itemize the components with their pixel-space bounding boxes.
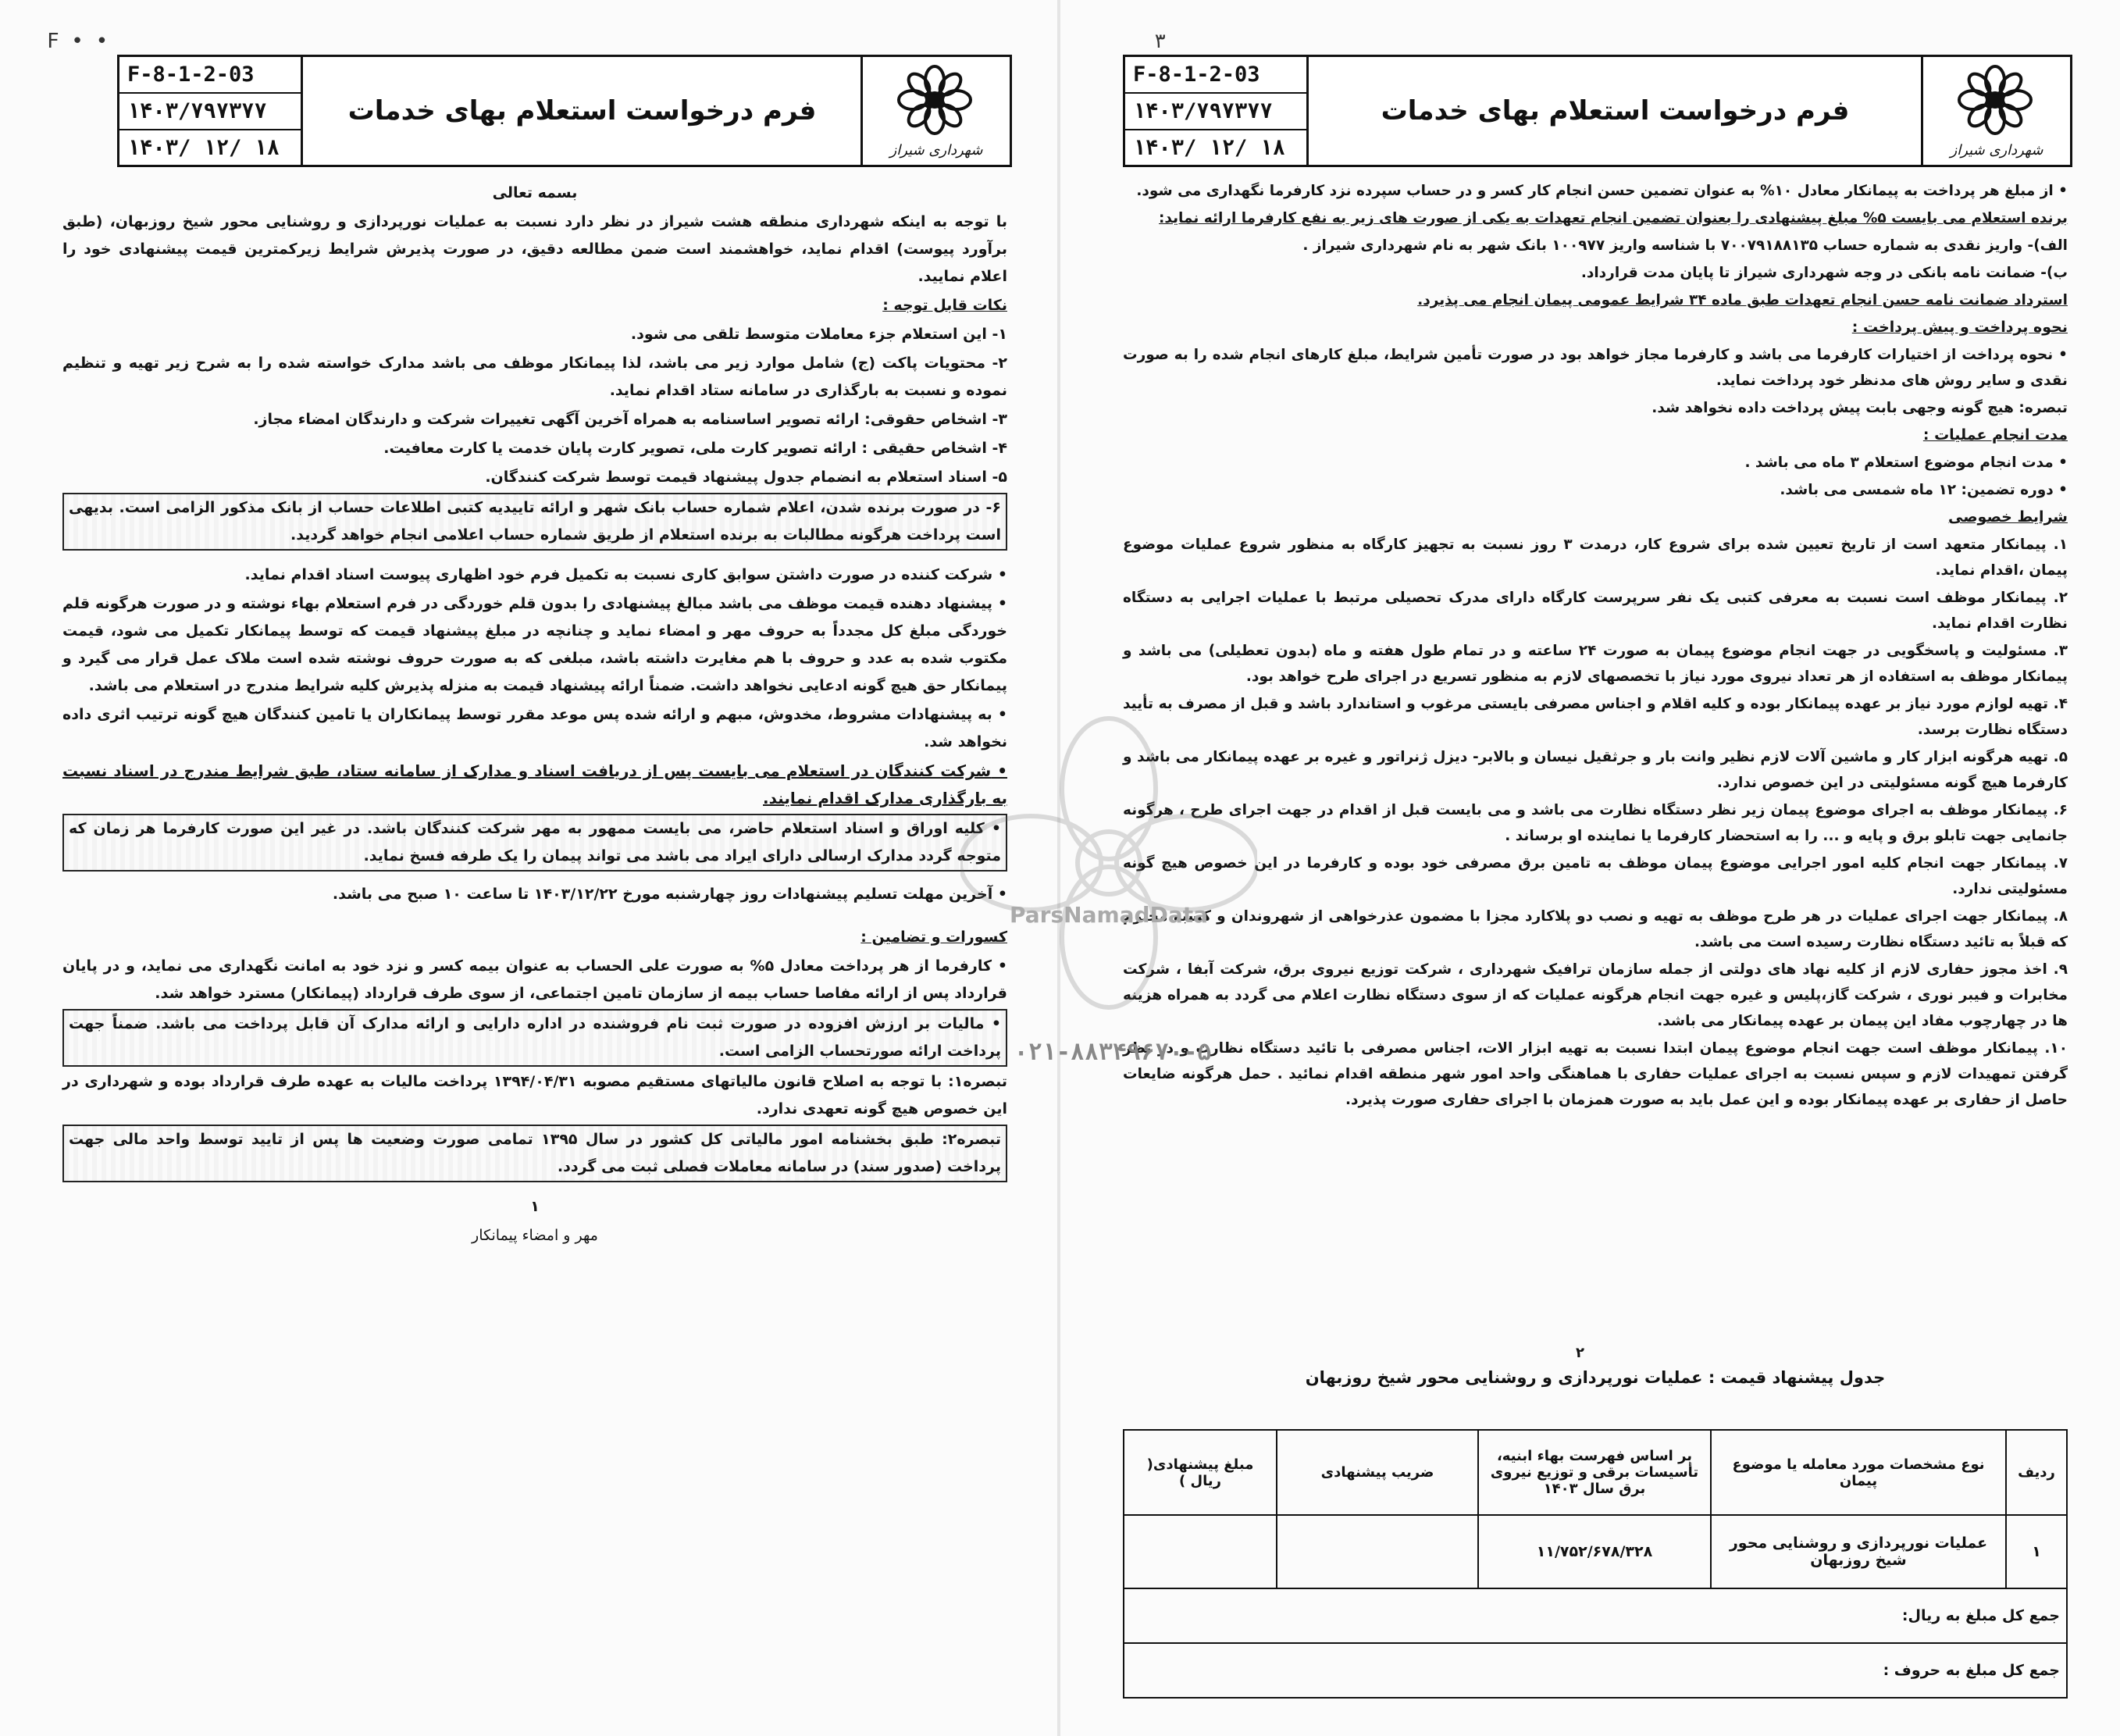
deadline-item: • آخرین مهلت تسلیم پیشنهادات روز چهارشنبه مورخ ۱۴۰۳/۱۲/۲۲ تا ساعت ۱۰ صبح می باشد. <box>62 881 1007 908</box>
special-item: ۳. مسئولیت و پاسخگویی در جهت انجام موضوع پیمان به صورت ۲۴ ساعته و در تمام طول هفته و ماه (بدون تعطیلی) می باشد و پیمانکار موظف به استفاده از هر تعداد نیروی مورد نیاز با تخصصهای لازم به منظور تسریع در اجرای طرح خواهد بود. <box>1123 643 2068 685</box>
guarantee-release: استرداد ضمانت نامه حسن انجام تعهدات طبق ماده ۳۴ شرایط عمومی پیمان انجام می پذیرد. <box>1417 292 2068 308</box>
flower-logo-icon <box>1958 65 2033 135</box>
special-item: ۴. تهیه لوازم مورد نیاز بر عهده پیمانکار بوده و کلیه اقلام و اجناس مصرفی بایستی مرغوب و استاندارد باشد و قبل از مصرف به تأیید دستگاه نظارت برسد. <box>1123 696 2068 738</box>
col-header-subject: نوع مشخصات مورد معامله یا موضوع پیمان <box>1711 1430 2006 1515</box>
special-heading: شرایط خصوصی <box>1947 508 2068 526</box>
col-header-base-price: بر اساس فهرست بهاء ابنیه، تأسیسات برقی و توزیع نیروی برق سال ۱۴۰۳ <box>1478 1430 1711 1515</box>
header-code-row <box>1125 57 1306 94</box>
header-code-row <box>119 57 301 94</box>
right-page <box>1060 0 2120 1736</box>
municipality-logo <box>860 57 1010 165</box>
flower-logo-icon <box>897 65 972 135</box>
page-number: ۱ <box>530 1198 540 1215</box>
special-item: ۲. پیمانکار موظف است نسبت به معرفی کتبی یک نفر سرپرست کارگاه دارای مدرک تحصیلی مرتبط با عملیات اجرایی به دستگاه نظارت اقدام نماید. <box>1123 590 2068 632</box>
guarantee-item: برنده استعلام می بایست ۵% مبلغ پیشنهادی را بعنوان تضمین انجام تعهدات به یکی از صورت های زیر به نفع کارفرما ارائه نماید: <box>1159 210 2068 226</box>
right-page-body <box>1123 178 2068 1114</box>
total-numeric-row <box>1124 1588 2067 1643</box>
watermark-text: ParsNamadData <box>1010 902 1208 928</box>
logo-text: شهرداری شیراز <box>1950 142 2043 159</box>
special-item: ۶. پیمانکار موظف به اجرای موضوع پیمان زیر نظر دستگاه نظارت می باشد و می بایست قبل از اقدام در جهت اجرای طرح ، هرگونه جانمایی جهت تابلو برق و پایه و ... را به استحضار کارفرما یا نماینده او برساند . <box>1123 802 2068 844</box>
special-item: ۱. پیمانکار متعهد است از تاریخ تعیین شده برای شروع کار، درمدت ۳ روز نسبت به تجهیز کارگاه به منظور شروع عملیات موضوع پیمان ،اقدام نماید. <box>1123 536 2068 579</box>
boxed-note: ۶- در صورت برنده شدن، اعلام شماره حساب بانک شهر و ارائه تاییدیه کتبی اطلاعات حساب از بانک مذکور الزامی است. بدیهی است پرداخت هرگونه مطالبات به برنده استعلام از طریق شماره حساب اعلامی انجام خواهد گردید. <box>62 493 1007 551</box>
price-table-title: جدول پیشنهاد قیمت : عملیات نورپردازی و روشنایی محور شیخ روزبهان <box>1305 1368 1886 1387</box>
note-2-boxed: تبصره۲: طبق بخشنامه امور مالیاتی کل کشور در سال ۱۳۹۵ تمامی صورت وضعیت ها پس از تایید توسط واحد مالی جهت پرداخت (صدور سند) در سامانه معاملات فصلی ثبت می گردد. <box>62 1125 1007 1182</box>
form-header <box>117 55 1012 167</box>
header-date-row <box>119 130 301 166</box>
form-code: F-8-1-2-03 <box>127 62 255 87</box>
bullet-item: • پیشنهاد دهنده قیمت موظف می باشد مبالغ پیشنهادی را بدون قلم خوردگی در فرم استعلام بهاء نوشته و در صورت هرگونه قلم خوردگی مبلغ کل مجدداً به حروف مهر و امضاء نماید و چنانچه در مبلغ پیشنهاد قیمت که توسط پیمانکار تکمیل می شود، قیمت مکتوب شده به عدد و حروف با هم مغایرت داشته باشد، مبلغی که به صورت حروف نوشته شده است ملاک عمل قرار می گیرد و پیمانکار حق هیچ گونه ادعایی نخواهد داشت. ضمناً ارائه پیشنهاد قیمت به منزله پذیرش کلیه شرایط مندرج در استعلام می باشد. <box>62 590 1007 700</box>
total-letters-row <box>1124 1643 2067 1698</box>
special-item: ۵. تهیه هرگونه ابزار کار و ماشین آلات لازم نظیر وانت بار و جرثقیل نیسان و بالابر- دیزل ژنراتور و غیره بر عهده پیمانکار می باشد و کارفرما هیچ گونه مسئولیتی در این خصوص ندارد. <box>1123 749 2068 791</box>
header-number-row <box>1125 94 1306 130</box>
logo-text: شهرداری شیراز <box>889 142 983 159</box>
page-number: ۲ <box>1576 1345 1584 1361</box>
payment-text: • نحوه پرداخت از اختیارات کارفرما می باشد و کارفرما مجاز خواهد بود در صورت تأمین شرایط، مبلغ کارهای انجام شده را به صورت نقدی و سایر روش های مدنظر خود پرداخت نماید. <box>1123 342 2068 394</box>
duration-heading: مدت انجام عملیات : <box>1922 426 2068 444</box>
guarantee-option: ب)- ضمانت نامه بانکی در وجه شهرداری شیراز تا پایان مدت قرارداد. <box>1580 265 2068 281</box>
form-date: ۱۴۰۳/ ۱۲/ ۱۸ <box>127 136 280 160</box>
col-header-row-number: ردیف <box>2006 1430 2067 1515</box>
cell-row-number: ۱ <box>2006 1515 2067 1588</box>
header-code-block <box>119 57 303 165</box>
special-item: ۹. اخذ مجوز حفاری لازم از کلیه نهاد های دولتی از جمله سازمان ترافیک شهرداری ، شرکت توزیع نیروی برق، شرکت آبفا ، شرکت مخابرات و فیبر نوری ، شرکت گاز،پلیس و غیره جهت انجام هرگونه عملیات که از سوی دستگاه نظارت اعلام می گردد به همراه هزینه ها در چهارچوب مفاد این پیمان بر عهده پیمانکار می باشد. <box>1123 961 2068 1029</box>
form-title: فرم درخواست استعلام بهای خدمات <box>1381 95 1850 127</box>
cell-amount-input[interactable] <box>1124 1515 1277 1588</box>
note-item: ۳- اشخاص حقوقی: ارائه تصویر اساسنامه به همراه آخرین آگهی تغییرات شرکت و دارندگان امضاء مجاز. <box>253 411 1007 428</box>
cell-coefficient-input[interactable] <box>1277 1515 1478 1588</box>
bullet-item-underlined: • شرکت کنندگان در استعلام می بایست پس از دریافت اسناد و مدارک از سامانه ستاد، طبق شرایط مندرج در اسناد نسبت به بارگذاری مدارک اقدام نمایند. <box>62 757 1007 812</box>
total-numeric-label[interactable]: جمع کل مبلغ به ریال: <box>1124 1588 2067 1643</box>
deductions-boxed: • مالیات بر ارزش افزوده در صورت ثبت نام فروشنده در اداره دارایی و ارائه مدارک آن قابل پرداخت می باشد. ضمناً جهت پرداخت ارائه صورتحساب الزامی است. <box>62 1009 1007 1067</box>
table-row <box>1124 1515 2067 1588</box>
deductions-heading: کسورات و تضامین : <box>860 929 1007 946</box>
signature-line: مهر و امضاء پیمانکار <box>472 1227 598 1244</box>
form-code: F-8-1-2-03 <box>1133 62 1260 87</box>
municipality-logo <box>1921 57 2070 165</box>
deductions-item: • کارفرما از هر پرداخت معادل ۵% به صورت علی الحساب به عنوان بیمه کسر و نزد خود به امانت نگهداری می نماید، و در پایان قرارداد پس از ارائه مفاصا حساب بیمه از سازمان تامین اجتماعی، از سوی طرف قرارداد (پیمانکار) مسترد خواهد شد. <box>62 953 1007 1007</box>
form-number: ۱۴۰۳/۷۹۷۳۷۷ <box>127 99 267 123</box>
special-item: ۸. پیمانکار جهت اجرای عملیات در هر طرح موظف به تهیه و نصب دو پلاکارد مجزا با مضمون عذرخواهی از شهروندان و کسبه محترم که قبلاً به تائید دستگاه نظارت رسیده است می باشد. <box>1123 908 2068 950</box>
special-item: ۷. پیمانکار جهت انجام کلیه امور اجرایی موضوع پیمان موظف به تامین برق مصرفی خود بوده و کارفرما در این خصوص هیچ گونه مسئولیتی ندارد. <box>1123 855 2068 897</box>
boxed-bullet: • کلیه اوراق و اسناد استعلام حاضر، می بایست ممهور به مهر شرکت کنندگان باشد. در غیر این صورت کارفرما هر زمان که متوجه گردد مدارک ارسالی دارای ایراد می باشد می تواند پیمان را یک طرفه فسخ نماید. <box>62 814 1007 872</box>
watermark-phone: ۰۲۱-۸۸۳۴۹۶۷۰-۵ <box>1014 1039 1212 1066</box>
bullet-item: • به پیشنهادات مشروط، مخدوش، مبهم و ارائه شده پس موعد مقرر توسط پیمانکاران یا تامین کنندگان هیچ گونه ترتیب اثری داده نخواهد شد. <box>62 701 1007 756</box>
payment-note: تبصره: هیچ گونه وجهی بابت پیش پرداخت داده نخواهد شد. <box>1651 400 2068 416</box>
special-item: ۱۰. پیمانکار موظف است جهت انجام موضوع پیمان ابتدا نسبت به تهیه ابزار الات، اجناس مصرفی با تائید دستگاه نظارت و در نظر گرفتن تمهیدات لازم و سپس نسبت به اجرای عملیات حفاری با هماهنگی واحد امور شهر منطقه اقدام نمائید . حمل هرگونه ضایعات حاصل از حفاری بر عهده پیمانکار بوده و این عمل باید به صورت همزمان با اجرای حفاری صورت پذیرد. <box>1123 1040 2068 1108</box>
note-item: ۵- اسناد استعلام به انضمام جدول پیشنهاد قیمت توسط شرکت کنندگان. <box>485 469 1007 486</box>
notes-heading: نکات قابل توجه : <box>882 297 1007 314</box>
header-number-row <box>119 94 301 130</box>
duration-item: • مدت انجام موضوع استعلام ۳ ماه می باشد . <box>1123 450 2068 476</box>
col-header-amount: مبلغ پیشنهادی( ریال ) <box>1124 1430 1277 1515</box>
header-code-block <box>1125 57 1309 165</box>
bismillah: بسمه تعالی <box>492 184 578 201</box>
corner-mark: ۳ <box>1154 30 1167 53</box>
cell-subject: عملیات نورپردازی و روشنایی محور شیخ روزبهان <box>1711 1515 2006 1588</box>
cell-base-price: ۱۱/۷۵۲/۶۷۸/۳۲۸ <box>1478 1515 1711 1588</box>
bullet-item: • شرکت کننده در صورت داشتن سوابق کاری نسبت به تکمیل فرم خود اظهاری پیوست اسناد اقدام نماید. <box>62 561 1007 589</box>
note-item: ۴- اشخاص حقیقی : ارائه تصویر کارت ملی، تصویر کارت پایان خدمت یا کارت معافیت. <box>383 440 1007 457</box>
header-date-row <box>1125 130 1306 166</box>
guarantee-item: • از مبلغ هر پرداخت به پیمانکار معادل ۱۰% به عنوان تضمین حسن انجام کار کسر و در حساب سپرده نزد کارفرما نگهداری می شود. <box>1123 178 2068 204</box>
col-header-coefficient: ضریب پیشنهادی <box>1277 1430 1478 1515</box>
form-date: ۱۴۰۳/ ۱۲/ ۱۸ <box>1133 136 1286 160</box>
form-header <box>1123 55 2072 167</box>
price-table-header-row <box>1124 1430 2067 1515</box>
intro-paragraph: با توجه به اینکه شهرداری منطقه هشت شیراز در نظر دارد نسبت به عملیات نورپردازی و روشنایی محور شیخ روزبهان، (طبق برآورد پیوست) اقدام نماید، خواهشمند است ضمن مطالعه دقیق، در صورت پذیرش شرایط زیرکمترین قیمت پیشنهادی خود را اعلام نمایید. <box>62 213 1007 285</box>
total-letters-label[interactable]: جمع کل مبلغ به حروف : <box>1124 1643 2067 1698</box>
note-1: تبصره۱: با توجه به اصلاح قانون مالیاتهای مستقیم مصوبه ۱۳۹۴/۰۴/۳۱ پرداخت مالیات به عهده طرف قرارداد بوده و شهرداری در این خصوص هیچ گونه تعهدی ندارد. <box>62 1073 1007 1118</box>
note-item: ۱- این استعلام جزء معاملات متوسط تلقی می شود. <box>630 326 1007 343</box>
payment-heading: نحوه پرداخت و پیش پرداخت : <box>1851 319 2068 336</box>
corner-mark: F • ‌• <box>47 30 109 53</box>
form-number: ۱۴۰۳/۷۹۷۳۷۷ <box>1133 99 1273 123</box>
note-item: ۲- محتویات پاکت (ج) شامل موارد زیر می باشد، لذا پیمانکار موظف می باشد مدارک خواسته شده را به شرح زیر تهیه و تنظیم نموده و نسبت به بارگذاری در سامانه ستاد اقدام نماید. <box>62 355 1007 399</box>
guarantee-option: الف)- واریز نقدی به شماره حساب ۷۰۰۷۹۱۸۸۱۳۵ با شناسه واریز ۱۰۰۹۷۷ بانک شهر به نام شهرداری شیراز . <box>1302 237 2068 254</box>
left-page-body <box>62 180 1007 1251</box>
form-title: فرم درخواست استعلام بهای خدمات <box>347 95 817 127</box>
price-table <box>1123 1429 2068 1699</box>
duration-item: • دوره تضمین: ۱۲ ماه شمسی می باشد. <box>1123 477 2068 503</box>
